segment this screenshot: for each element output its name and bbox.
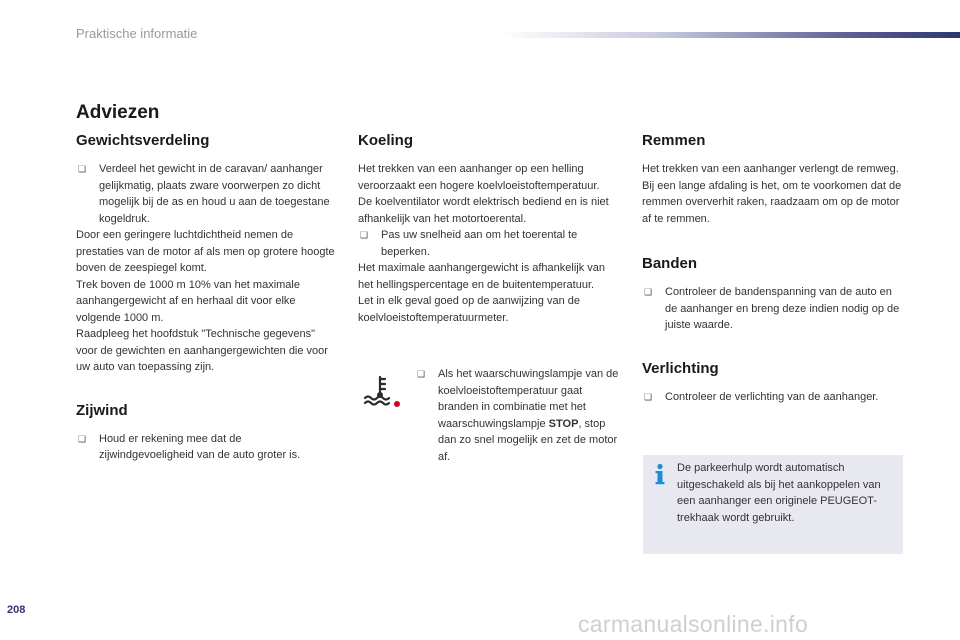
page-title: Adviezen bbox=[76, 102, 160, 123]
paragraph-brakes-1: Het trekken van een aanhanger verlengt de remweg. bbox=[642, 163, 899, 175]
bullet-tyres: ❑ Controleer de bandenspanning van de auto en de aanhanger en breng deze indien nodig op de juiste waarde. bbox=[644, 286, 900, 331]
paragraph-altitude-reduction: Trek boven de 1000 m 10% van het maximale aanhangergewicht af en herhaal dit voor elke volgende 1000 m. bbox=[76, 278, 300, 324]
column-cooling bbox=[358, 132, 623, 326]
heading-banden: Banden bbox=[642, 255, 698, 272]
info-icon bbox=[653, 463, 667, 485]
watermark: carmanualsonline.info bbox=[578, 611, 809, 637]
stop-label: STOP bbox=[548, 417, 579, 430]
paragraph-cooling-4: Let in elk geval goed op de aanwijzing van de koelvloeistoftemperatuurmeter. bbox=[358, 295, 580, 324]
page-number: 208 bbox=[7, 604, 26, 616]
paragraph-technical-reference: Raadpleeg het hoofdstuk "Technische gegevens" voor de gewichten en aanhangergewichten die voor uw auto van toepassing zijn. bbox=[76, 328, 328, 373]
bullet-mark: ❑ bbox=[360, 230, 369, 240]
bullet-mark: ❑ bbox=[644, 287, 653, 297]
info-text: De parkeerhulp wordt automatisch uitgeschakeld als bij het aankoppelen van een aanhanger een originele PEUGEOT-trekhaak wordt gebruikt. bbox=[677, 462, 881, 524]
heading-gewichtsverdeling: Gewichtsverdeling bbox=[76, 132, 210, 149]
bullet-mark: ❑ bbox=[78, 433, 87, 444]
paragraph-cooling-3: Het maximale aanhangergewicht is afhankelijk van het hellingspercentage en de buitentemperatuur. bbox=[358, 262, 606, 291]
bullet-mark: ❑ bbox=[78, 164, 87, 174]
paragraph-cooling-1: Het trekken van een aanhanger op een helling veroorzaakt een hogere koelvloeistoftemperatuur. bbox=[358, 163, 600, 192]
bullet-lighting: ❑ Controleer de verlichting van de aanhanger. bbox=[642, 389, 907, 406]
coolant-warning-note bbox=[415, 366, 620, 465]
bullet-weight: ❑ Verdeel het gewicht in de caravan/ aanhanger gelijkmatig, plaats zware voorwerpen zo dicht mogelijk bij de as en houd u aan de toegestane kogeldruk. bbox=[78, 163, 330, 225]
heading-verlichting: Verlichting bbox=[642, 359, 719, 377]
paragraph-altitude: Door een geringere luchtdichtheid nemen de prestaties van de motor af als men op grotere hoogte boven de zeespiegel komt. bbox=[76, 229, 335, 274]
heading-koeling: Koeling bbox=[358, 132, 413, 149]
bullet-speed: ❑ Pas uw snelheid aan om het toerental te beperken. bbox=[360, 229, 578, 258]
warning-text-after: , stop dan zo snel mogelijk en zet de motor af. bbox=[438, 417, 618, 463]
bullet-mark: ❑ bbox=[417, 369, 426, 379]
info-box-parking-assist bbox=[643, 455, 903, 554]
heading-zijwind: Zijwind bbox=[76, 401, 128, 419]
coolant-temperature-warning-icon bbox=[362, 374, 402, 410]
column-weight-distribution bbox=[76, 132, 336, 464]
header-title: Praktische informatie bbox=[76, 26, 198, 41]
header-decoration-bar bbox=[500, 32, 960, 38]
bullet-crosswind: ❑ Houd er rekening mee dat de zijwindgevoeligheid van de auto groter is. bbox=[78, 432, 301, 461]
paragraph-cooling-2: De koelventilator wordt elektrisch bediend en is niet afhankelijk van het motortoerental. bbox=[358, 196, 609, 225]
bullet-mark: ❑ bbox=[644, 391, 653, 402]
heading-remmen: Remmen bbox=[642, 132, 706, 149]
warning-text-before: Als het waarschuwingslampje van de koelvloeistoftemperatuur gaat branden in combinatie met het waarschuwingslampje bbox=[438, 368, 619, 430]
paragraph-brakes-2: Bij een lange afdaling is het, om te voorkomen dat de remmen oververhit raken, raadzaam om op de motor af te remmen. bbox=[642, 179, 902, 225]
column-brakes bbox=[642, 132, 907, 405]
